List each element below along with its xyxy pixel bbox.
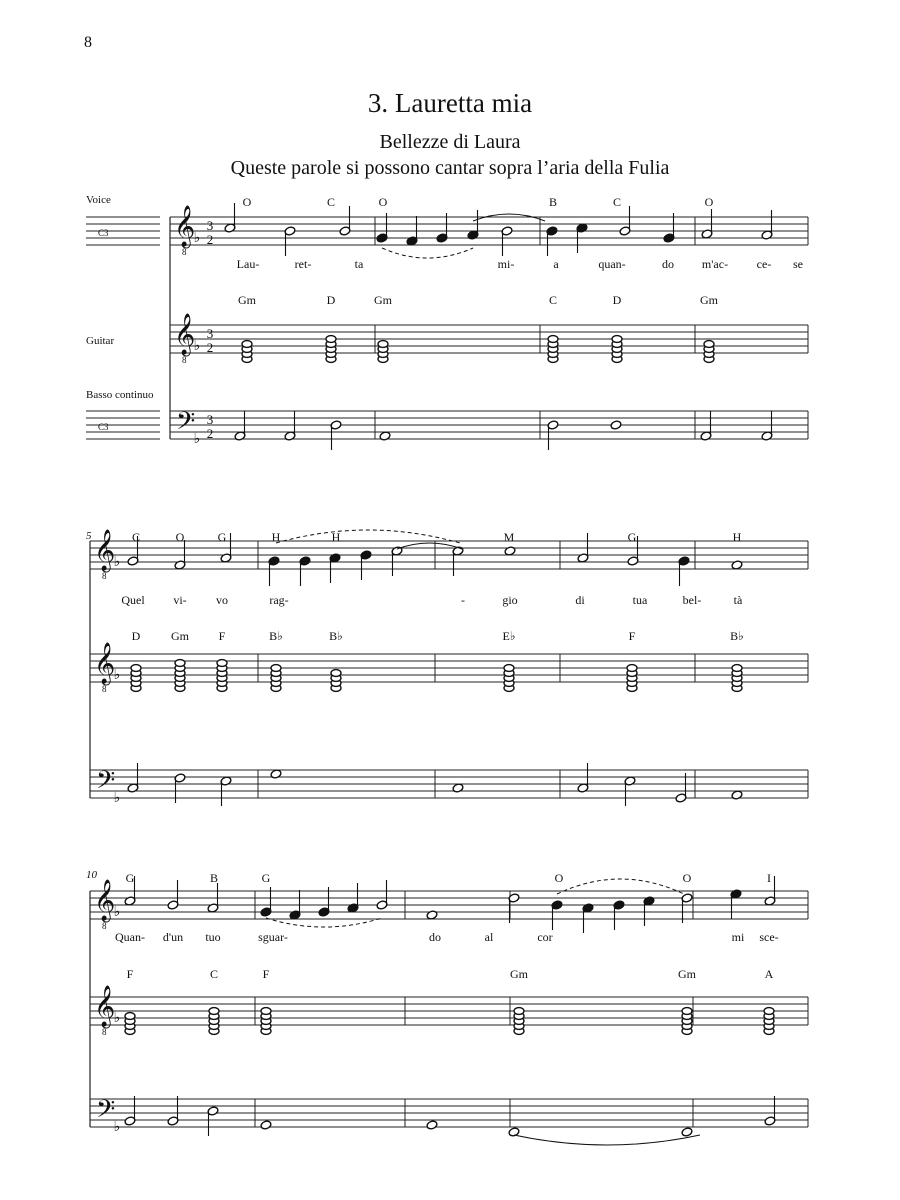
chord-name: B♭ bbox=[329, 629, 343, 643]
time-signature-top: 3 bbox=[206, 218, 214, 233]
alfabeto-symbol: G bbox=[627, 530, 637, 544]
chord-name: C bbox=[209, 967, 219, 981]
octave-mark: 8 bbox=[102, 571, 107, 581]
lyric-syllable: ta bbox=[354, 257, 364, 271]
treble-clef: 𝄞 bbox=[94, 643, 116, 683]
flat-sign: ♭ bbox=[193, 339, 201, 354]
alfabeto-symbol: O bbox=[682, 871, 692, 885]
chord-name: B♭ bbox=[269, 629, 283, 643]
chord-name: Gm bbox=[510, 967, 528, 981]
lyric-syllable: Quel bbox=[121, 593, 145, 607]
chord-note bbox=[175, 660, 185, 667]
alfabeto-symbol: H bbox=[331, 530, 341, 544]
flat-sign: ♭ bbox=[113, 905, 121, 920]
bass-clef: 𝄢 bbox=[96, 767, 116, 800]
treble-clef: 𝄞 bbox=[94, 530, 116, 570]
time-signature-bottom: 2 bbox=[206, 426, 214, 441]
chord-name: F bbox=[628, 629, 636, 643]
flat-sign: ♭ bbox=[113, 1120, 121, 1135]
time-signature-bottom: 2 bbox=[206, 232, 214, 247]
lyric-syllable: - bbox=[461, 593, 465, 607]
measure-number: 10 bbox=[86, 869, 97, 881]
alfabeto-symbol: H bbox=[732, 530, 742, 544]
treble-clef: 𝄞 bbox=[94, 986, 116, 1026]
lyric-syllable: mi- bbox=[497, 257, 515, 271]
chord-name: Gm bbox=[171, 629, 189, 643]
lyric-syllable: se bbox=[793, 257, 803, 271]
chord-note bbox=[682, 1008, 692, 1015]
instrument-label-voice: Voice bbox=[86, 194, 111, 206]
chord-note bbox=[548, 336, 558, 343]
chord-name: Gm bbox=[678, 967, 696, 981]
lyric-syllable: bel- bbox=[682, 593, 702, 607]
chord-note bbox=[704, 341, 714, 348]
time-signature-bottom: 2 bbox=[206, 340, 214, 355]
lyric-syllable: sguar- bbox=[258, 930, 288, 944]
flat-sign: ♭ bbox=[113, 791, 121, 806]
incipit-clef: C3 bbox=[98, 422, 109, 432]
incipit-clef: C3 bbox=[98, 228, 109, 238]
chord-note bbox=[326, 336, 336, 343]
octave-mark: 8 bbox=[182, 355, 187, 365]
alfabeto-symbol: G bbox=[125, 871, 135, 885]
alfabeto-symbol: O bbox=[704, 195, 714, 209]
lyric-syllable: do bbox=[429, 930, 441, 944]
lyric-syllable: ret- bbox=[294, 257, 312, 271]
chord-name: Gm bbox=[238, 293, 256, 307]
chord-note bbox=[209, 1008, 219, 1015]
note-head bbox=[426, 1120, 438, 1130]
chord-name: D bbox=[326, 293, 336, 307]
chord-name: E♭ bbox=[502, 629, 516, 643]
chord-name: F bbox=[218, 629, 226, 643]
measure-number: 5 bbox=[86, 530, 92, 542]
alfabeto-symbol: I bbox=[767, 871, 771, 885]
alfabeto-symbol: O bbox=[554, 871, 564, 885]
alfabeto-symbol: H bbox=[271, 530, 281, 544]
flat-sign: ♭ bbox=[113, 1011, 121, 1026]
chord-name: Gm bbox=[700, 293, 718, 307]
note-head bbox=[260, 1120, 272, 1130]
chord-note bbox=[242, 341, 252, 348]
alfabeto-symbol: B bbox=[209, 871, 219, 885]
alfabeto-symbol: O bbox=[175, 530, 185, 544]
chord-name: B♭ bbox=[730, 629, 744, 643]
treble-clef: 𝄞 bbox=[174, 206, 196, 246]
chord-name: Gm bbox=[374, 293, 392, 307]
note-head bbox=[681, 1127, 693, 1137]
lyric-syllable: tuo bbox=[205, 930, 221, 944]
dashed-slur bbox=[557, 879, 684, 894]
lyric-syllable: cor bbox=[537, 930, 553, 944]
lyric-syllable: al bbox=[484, 930, 494, 944]
page-number: 8 bbox=[84, 34, 92, 51]
slur bbox=[514, 1135, 700, 1145]
chord-note bbox=[504, 665, 514, 672]
lyric-syllable: d'un bbox=[162, 930, 184, 944]
lyric-syllable: vi- bbox=[173, 593, 187, 607]
lyric-syllable: Quan- bbox=[115, 930, 145, 944]
lyric-syllable: quan- bbox=[598, 257, 626, 271]
alfabeto-symbol: G bbox=[217, 530, 227, 544]
chord-name: C bbox=[548, 293, 558, 307]
chord-note bbox=[131, 665, 141, 672]
lyric-syllable: do bbox=[662, 257, 674, 271]
instrument-label-guitar: Guitar bbox=[86, 335, 115, 347]
treble-clef: 𝄞 bbox=[94, 880, 116, 920]
time-signature-top: 3 bbox=[206, 326, 214, 341]
lyric-syllable: m'ac- bbox=[701, 257, 729, 271]
lyric-syllable: rag- bbox=[269, 593, 289, 607]
chord-note bbox=[514, 1008, 524, 1015]
alfabeto-symbol: G bbox=[261, 871, 271, 885]
lyric-syllable: tua bbox=[632, 593, 648, 607]
flat-sign: ♭ bbox=[113, 668, 121, 683]
octave-mark: 8 bbox=[182, 247, 187, 257]
alfabeto-symbol: O bbox=[242, 195, 252, 209]
octave-mark: 8 bbox=[102, 1027, 107, 1037]
chord-note bbox=[271, 665, 281, 672]
alfabeto-symbol: C bbox=[326, 195, 336, 209]
flat-sign: ♭ bbox=[193, 432, 201, 447]
chord-note bbox=[764, 1008, 774, 1015]
dashed-slur bbox=[382, 248, 473, 258]
piece-subtitle-note: Queste parole si possono cantar sopra l’aria della Fulia bbox=[230, 157, 670, 179]
chord-note bbox=[261, 1008, 271, 1015]
lyric-syllable: di bbox=[575, 593, 585, 607]
chord-name: D bbox=[612, 293, 622, 307]
chord-note bbox=[331, 670, 341, 677]
alfabeto-symbol: C bbox=[612, 195, 622, 209]
lyric-syllable: Lau- bbox=[236, 257, 260, 271]
alfabeto-symbol: C bbox=[131, 530, 141, 544]
piece-subtitle: Bellezze di Laura bbox=[379, 131, 521, 153]
chord-note bbox=[378, 341, 388, 348]
flat-sign: ♭ bbox=[193, 231, 201, 246]
note-head bbox=[610, 420, 622, 430]
lyric-syllable: mi bbox=[731, 930, 745, 944]
alfabeto-symbol: B bbox=[548, 195, 558, 209]
bass-clef: 𝄢 bbox=[96, 1096, 116, 1129]
flat-sign: ♭ bbox=[113, 555, 121, 570]
lyric-syllable: gio bbox=[502, 593, 518, 607]
octave-mark: 8 bbox=[102, 684, 107, 694]
bass-clef: 𝄢 bbox=[176, 408, 196, 441]
instrument-label-basso-continuo: Basso continuo bbox=[86, 389, 154, 401]
chord-note bbox=[125, 1013, 135, 1020]
octave-mark: 8 bbox=[102, 921, 107, 931]
alfabeto-symbol: O bbox=[378, 195, 388, 209]
lyric-syllable: vo bbox=[216, 593, 228, 607]
chord-note bbox=[627, 665, 637, 672]
lyric-syllable: tà bbox=[733, 593, 743, 607]
chord-note bbox=[217, 660, 227, 667]
piece-title: 3. Lauretta mia bbox=[367, 88, 533, 118]
time-signature-top: 3 bbox=[206, 412, 214, 427]
lyric-syllable: a bbox=[553, 257, 559, 271]
alfabeto-symbol: M bbox=[503, 530, 515, 544]
treble-clef: 𝄞 bbox=[174, 314, 196, 354]
chord-name: F bbox=[262, 967, 270, 981]
chord-note bbox=[612, 336, 622, 343]
lyric-syllable: sce- bbox=[759, 930, 779, 944]
chord-name: D bbox=[131, 629, 141, 643]
chord-note bbox=[732, 665, 742, 672]
chord-name: A bbox=[764, 967, 774, 981]
chord-name: F bbox=[126, 967, 134, 981]
lyric-syllable: ce- bbox=[756, 257, 772, 271]
